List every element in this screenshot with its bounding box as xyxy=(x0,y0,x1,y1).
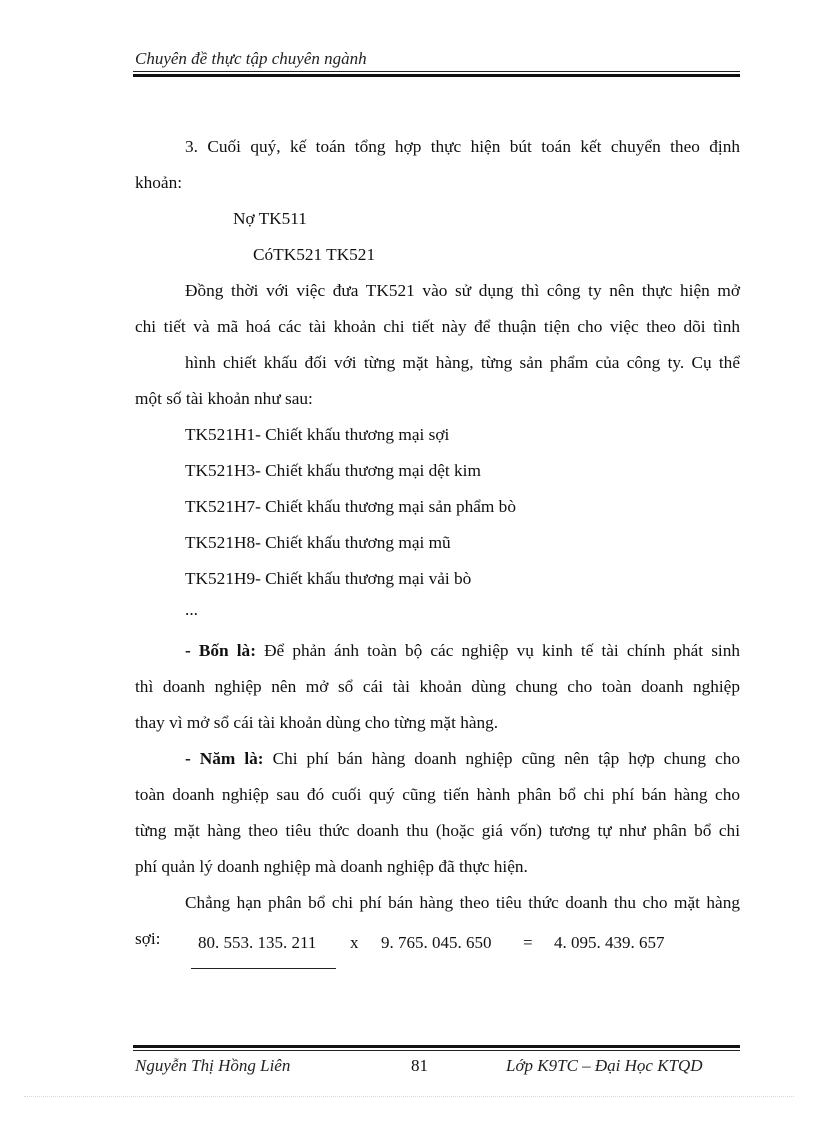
paragraph-5-line-2: toàn doanh nghiệp sau đó cuối quý cũng tiến hành phân bổ chi phí bán hàng cho xyxy=(135,785,740,804)
header-rule-thick xyxy=(133,74,740,77)
account-item: TK521H1- Chiết khấu thương mại sợi xyxy=(185,425,450,444)
paragraph-4-line-1 xyxy=(185,633,740,669)
journal-debit-entry: Nợ TK511 xyxy=(233,209,307,228)
formula-times-sign: x xyxy=(350,933,359,952)
paragraph-4-lead: - Bốn là: xyxy=(185,641,256,660)
ellipsis: ... xyxy=(185,600,198,619)
paragraph-5-line-3: từng mặt hàng theo tiêu thức doanh thu (hoặc giá vốn) tương tự như phân bổ chi xyxy=(135,821,740,840)
header-title: Chuyên đề thực tập chuyên ngành xyxy=(135,49,367,68)
footer-author: Nguyễn Thị Hồng Liên xyxy=(135,1056,291,1075)
paragraph-5-lead: - Năm là: xyxy=(185,749,264,768)
paragraph-6-line-1: Chẳng hạn phân bổ chi phí bán hàng theo tiêu thức doanh thu cho mặt hàng xyxy=(185,893,740,912)
paragraph-2-line-2: chi tiết và mã hoá các tài khoản chi tiết này để thuận tiện cho việc theo dõi tình xyxy=(135,317,740,336)
formula-numerator: 80. 553. 135. 211 xyxy=(198,933,317,952)
paragraph-6-line-2: sợi: xyxy=(135,929,161,948)
paragraph-2-line-1: Đồng thời với việc đưa TK521 vào sử dụng thì công ty nên thực hiện mở xyxy=(185,281,740,300)
formula-multiplier: 9. 765. 045. 650 xyxy=(381,933,492,952)
page-number: 81 xyxy=(411,1056,428,1075)
journal-credit-entry: CóTK521 TK521 xyxy=(253,245,376,264)
paragraph-1-line-1: 3. Cuối quý, kế toán tổng hợp thực hiện bút toán kết chuyển theo định xyxy=(185,137,740,156)
footer-rule-thin xyxy=(133,1050,740,1051)
paragraph-1-line-2: khoản: xyxy=(135,173,183,192)
paragraph-2-line-3: hình chiết khấu đối với từng mặt hàng, từng sản phẩm của công ty. Cụ thể xyxy=(185,353,740,372)
footer-rule-thick xyxy=(133,1045,740,1048)
paragraph-4-line-3: thay vì mở sổ cái tài khoản dùng cho từng mặt hàng. xyxy=(135,713,499,732)
header-rule-thin xyxy=(133,71,740,72)
paragraph-4-line-1-text: Để phản ánh toàn bộ các nghiệp vụ kinh tế tài chính phát sinh xyxy=(264,641,741,660)
paragraph-5-line-1 xyxy=(185,741,740,777)
account-item: TK521H9- Chiết khấu thương mại vải bò xyxy=(185,569,472,588)
paragraph-4-line-2: thì doanh nghiệp nên mở sổ cái tài khoản dùng chung cho toàn doanh nghiệp xyxy=(135,677,740,696)
account-item: TK521H8- Chiết khấu thương mại mũ xyxy=(185,533,451,552)
paragraph-5-line-4: phí quản lý doanh nghiệp mà doanh nghiệp đã thực hiện. xyxy=(135,857,528,876)
paragraph-2-line-4: một số tài khoản như sau: xyxy=(135,389,313,408)
footer-class: Lớp K9TC – Đại Học KTQD xyxy=(506,1056,703,1075)
formula-result: 4. 095. 439. 657 xyxy=(554,933,665,952)
fraction-bar xyxy=(191,968,336,969)
page-bottom-divider xyxy=(24,1096,794,1097)
account-item: TK521H7- Chiết khấu thương mại sản phẩm bò xyxy=(185,497,516,516)
paragraph-5-line-1-text: Chi phí bán hàng doanh nghiệp cũng nên tập hợp chung cho xyxy=(272,749,740,768)
account-item: TK521H3- Chiết khấu thương mại dệt kim xyxy=(185,461,481,480)
formula-equals-sign: = xyxy=(523,933,533,952)
